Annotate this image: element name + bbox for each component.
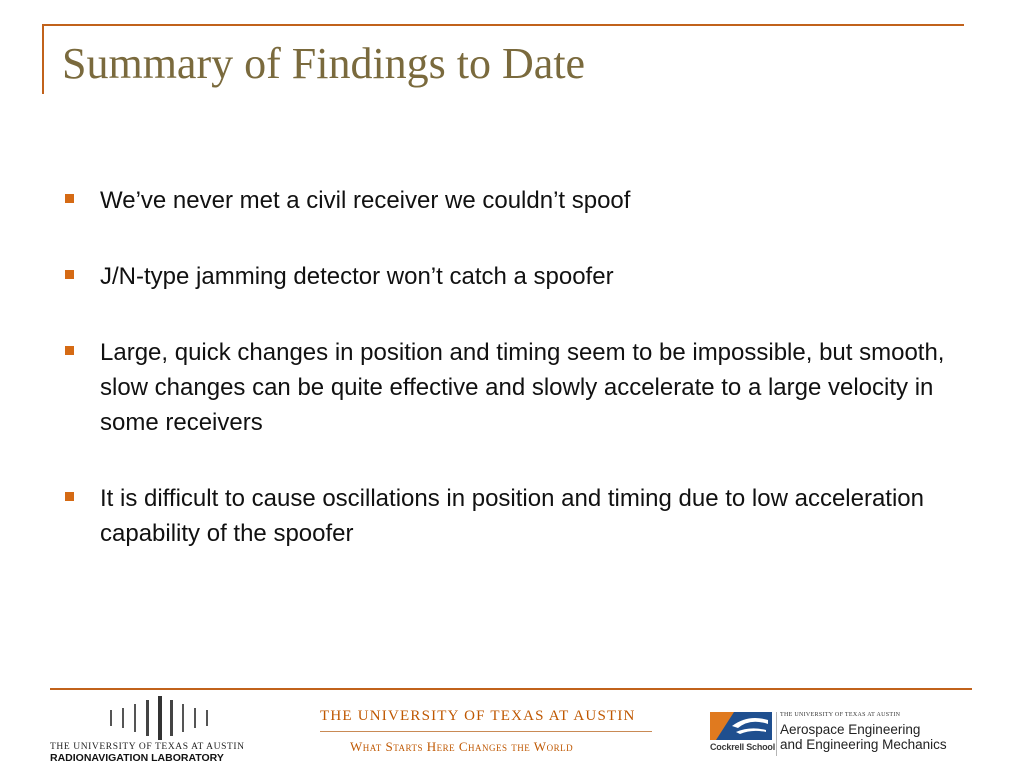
cockrell-department-line-2: and Engineering Mechanics [780,737,947,752]
slide-title: Summary of Findings to Date [62,39,586,88]
cockrell-department-line-1: Aerospace Engineering [780,722,921,737]
radionav-university-name: THE UNIVERSITY OF TEXAS AT AUSTIN [50,742,245,752]
bullet-square-icon [65,194,74,203]
radionav-lab-name: RADIONAVIGATION LABORATORY [50,752,224,764]
radionavigation-lab-logo [50,696,266,766]
title-frame-left-rule [42,24,44,94]
cockrell-divider [776,712,777,756]
ut-austin-logo [320,708,654,764]
cockrell-school-name: Cockrell School [710,742,776,752]
cockrell-school-logo [710,712,974,758]
bullet-square-icon [65,270,74,279]
cockrell-university-name: THE UNIVERSITY OF TEXAS AT AUSTIN [780,712,901,718]
bullet-square-icon [65,492,74,501]
ut-logo-rule [320,731,652,732]
bullet-item [62,183,962,218]
cockrell-shield-icon [710,712,772,740]
title-frame-top-rule [42,24,964,26]
bullet-item [62,481,962,551]
bullet-list [62,183,962,592]
bullet-text: Large, quick changes in position and timing seem to be impossible, but smooth, slow changes can be quite effective and slowly accelerate to a large velocity in some receivers [100,339,945,436]
bullet-square-icon [65,346,74,355]
ut-university-name: THE UNIVERSITY OF TEXAS AT AUSTIN [320,708,636,724]
bullet-item [62,259,962,294]
bullet-item [62,335,962,440]
bullet-text: J/N-type jamming detector won’t catch a spoofer [100,263,614,290]
radio-bars-icon [108,696,218,740]
ut-tagline: What Starts Here Changes the World [350,739,574,754]
footer-rule [50,688,972,690]
bullet-text: We’ve never met a civil receiver we couldn’t spoof [100,187,631,214]
bullet-text: It is difficult to cause oscillations in position and timing due to low acceleration capability of the spoofer [100,485,925,547]
